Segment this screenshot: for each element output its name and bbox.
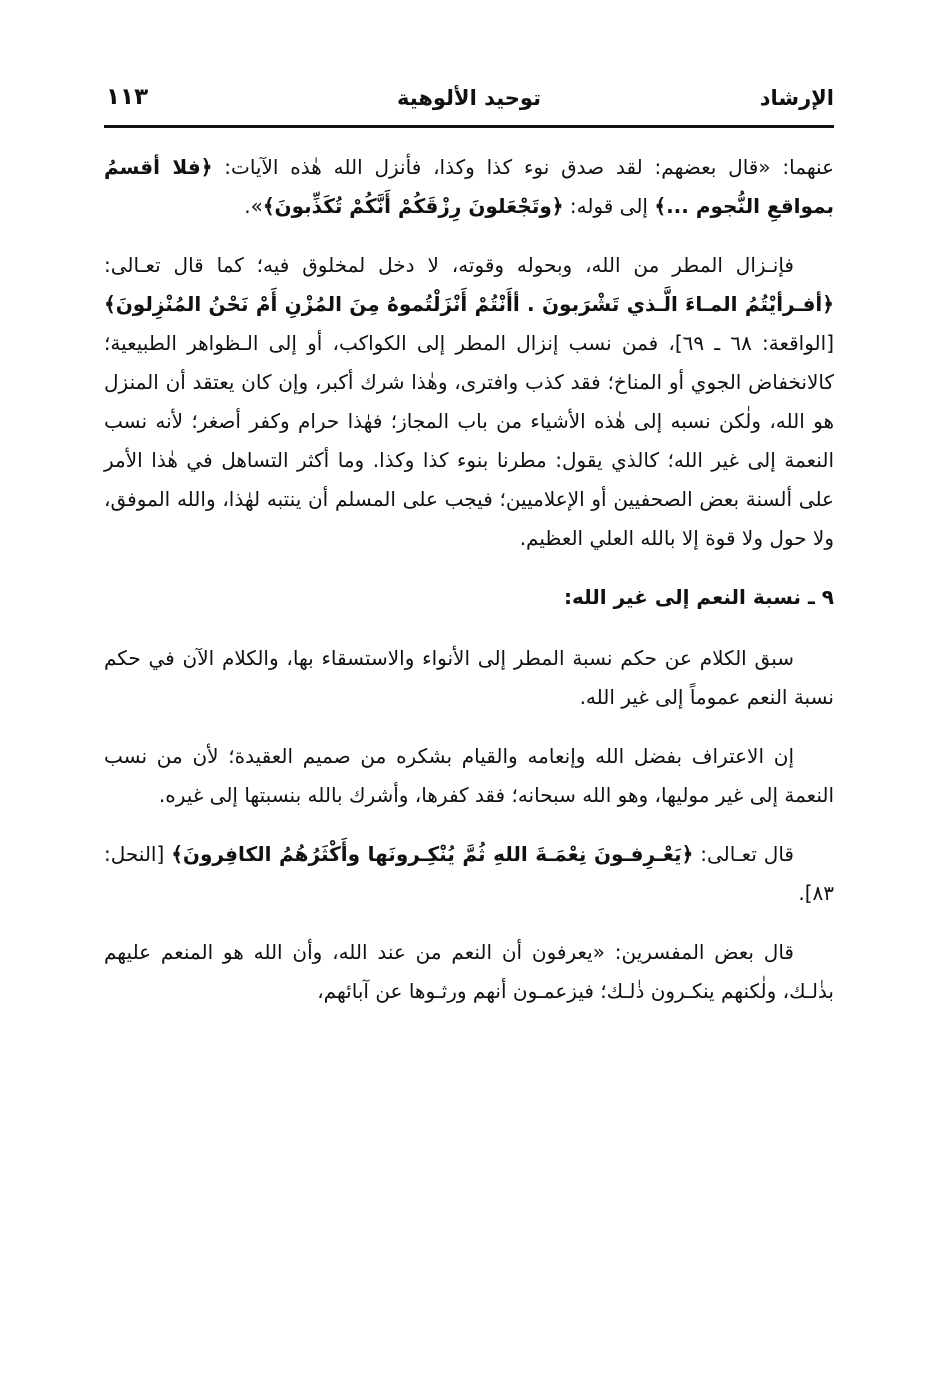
paragraph-1-text-a: عنهما: «قال بعضهم: لقد صدق نوء كذا وكذا، فأنزل الله هٰذه الآيات: — [212, 155, 835, 179]
book-title: الإرشاد — [759, 86, 834, 110]
paragraph-2 — [104, 246, 834, 558]
quran-verse: ﴿فلا أقسمُ بمواقعِ النُّجوم ...﴾ — [104, 155, 834, 218]
chapter-title: توحيد الألوهية — [397, 86, 541, 110]
quran-verse: ﴿يَعْـرِفـونَ نِعْمَـةَ اللهِ ثُمَّ يُنْكِـرونَها وأَكْثَرُهُمُ الكافِرونَ﴾ — [171, 842, 694, 866]
paragraph-1-text-b: إلى قوله: — [563, 194, 655, 218]
paragraph-1 — [104, 148, 834, 226]
paragraph-3: سبق الكلام عن حكم نسبة المطر إلى الأنواء والاستسقاء بها، والكلام الآن في حكم نسبة النعم عموماً إلى غير الله. — [104, 646, 834, 709]
paragraph-5 — [104, 835, 834, 913]
page-number: ١١٣ — [106, 84, 149, 110]
paragraph-5-text-b: [النحل: ٨٣]. — [104, 842, 834, 905]
paragraph-1-text-c: ». — [244, 194, 263, 218]
paragraph-4: إن الاعتراف بفضل الله وإنعامه والقيام بشكره من صميم العقيدة؛ لأن من نسب النعمة إلى غير موليها، وهو الله سبحانه؛ فقد كفرها، وأشرك بالله بنسبتها إلى غيره. — [104, 744, 834, 807]
section-heading: ٩ ـ نسبة النعم إلى غير الله: — [563, 585, 834, 609]
paragraph-2-text-b: [الواقعة: ٦٨ ـ ٦٩]، فمن نسب إنزال المطر إلى الكواكب، أو إلى الـظواهر الطبيعية؛ كالانخفاض الجوي أو المناخ؛ فقد كذب وافترى، وهٰذا شرك أكبر، وإن كان يعتقد أن المنزل هو الله، ولٰكن نسبه إلى هٰذه الأشياء من باب المجاز؛ فهٰذا حرام وكفر أصغر؛ لأنه نسب النعمة إلى غير الله؛ كالذي يقول: مطرنا بنوء كذا وكذا. وما أكثر التساهل في هٰذا الأمر على ألسنة بعض الصحفيين أو الإعلاميين؛ فيجب على المسلم أن ينتبه لهٰذا، والله الموفق، ولا حول ولا قوة إلا بالله العلي العظيم. — [104, 331, 834, 550]
quran-verse: ﴿وتَجْعَلونَ رِزْقَكُمْ أَنَّكُمْ تُكَذِّبونَ﴾ — [262, 194, 564, 218]
page-header — [104, 82, 834, 122]
paragraph-6: قال بعض المفسرين: «يعرفون أن النعم من عند الله، وأن الله هو المنعم عليهم بذٰلـك، ولٰكنهم ينكـرون ذٰلـك؛ فيزعمـون أنهم ورثـوها عن آبائهم، — [104, 940, 834, 1003]
paragraph-2-text-a: فإنـزال المطر من الله، وبحوله وقوته، لا دخل لمخلوق فيه؛ كما قال تعـالى: — [104, 253, 794, 277]
quran-verse: ﴿أفـرأيْتُمُ المـاءَ الَّـذي تَشْرَبونَ . أأَنْتُمْ أَنْزَلْتُموهُ مِنَ المُزْنِ أَمْ نَحْنُ المُنْزِلونَ﴾ — [104, 292, 834, 316]
header-rule — [104, 125, 834, 128]
page-body — [104, 148, 834, 1031]
paragraph-5-text-a: قال تعـالى: — [693, 842, 794, 866]
book-page — [104, 0, 834, 1373]
